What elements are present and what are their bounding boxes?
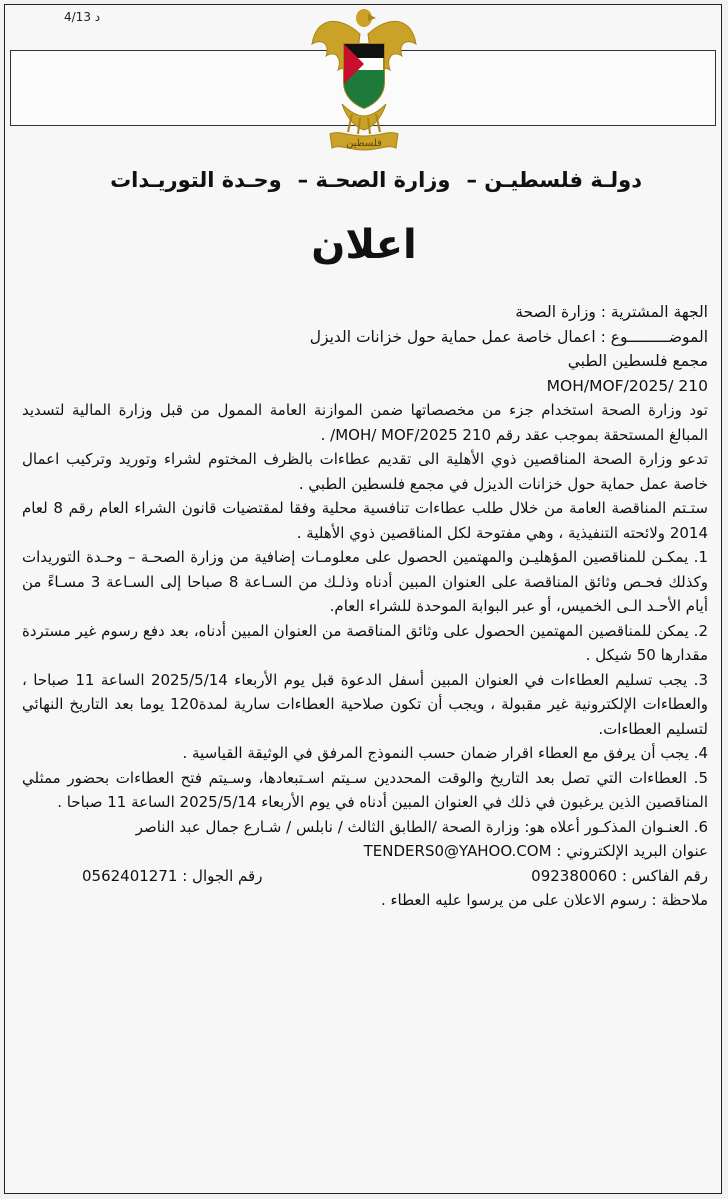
email-address[interactable]: TENDERS0@YAHOO.COM bbox=[363, 842, 552, 860]
header-state: دولـة فلسطيـن – bbox=[466, 168, 642, 192]
reference-code: 4/13 د bbox=[64, 10, 101, 24]
email-line bbox=[22, 839, 708, 864]
page-title: اعلان bbox=[311, 222, 417, 268]
fax-number: 092380060 bbox=[531, 866, 618, 885]
complex-line: مجمع فلسطين الطبي bbox=[567, 352, 708, 370]
phone-row bbox=[22, 864, 708, 889]
tender-number: MOH/MOF/2025/ 210 bbox=[546, 376, 708, 395]
list-item: 4. يجب أن يرفق مع العطاء اقرار ضمان حسب النموذج المرفق في الوثيقة القياسية . bbox=[182, 744, 708, 762]
issuer-header bbox=[94, 168, 642, 192]
purchaser-line: الجهة المشترية : وزارة الصحة bbox=[515, 303, 708, 321]
list-item: 3. يجب تسليم العطاءات في العنوان المبين أسفل الدعوة قبل يوم الأربعاء 2025/5/14 الساعة 11 صباحا ، والعطاءات الإلكترونية غير مقبولة ، ويجب أن تكون صلاحية العطاءات سارية لمدة120 يوما بعد التاريخ النهائي لتسليم العطاءات. bbox=[22, 670, 708, 738]
palestine-eagle-emblem-icon bbox=[308, 4, 420, 154]
list-item: 6. العنـوان المذكـور أعلاه هو: وزارة الصحة /الطابق الثالث / نابلس / شـارع جمال عبد الناصر bbox=[135, 817, 708, 836]
header-ministry: وزارة الصحـة – bbox=[297, 168, 451, 192]
mobile-number: 0562401271 bbox=[82, 866, 178, 885]
list-item: 5. العطاءات التي تصل بعد التاريخ والوقت المحددين سـيتم اسـتبعادها، وسـيتم فتح العطاءات بحضور ممثلي المناقصين الذين يرغبون في ذلك في العنوان المبين أدناه في يوم الأربعاء 2025/5/14 الساعة 11 صباحا . bbox=[22, 768, 708, 811]
list-item: 1. يمكـن للمناقصين المؤهليـن والمهتمين الحصول على معلومـات إضافية من وزارة الصحـة – وحـدة التوريدات وكذلك فحـص وثائق المناقصة على العنوان المبين أدناه وذلـك من السـاعة 8 صباحا إلى السـاعة 3 مسـاءً من أيام الأحـد الـى الخميس، أو عبر البوابة الموحدة للشراء العام. bbox=[22, 548, 708, 615]
email-label: عنوان البريد الإلكتروني : bbox=[556, 842, 708, 860]
intro-paragraph-1: تود وزارة الصحة استخدام جزء من مخصصاتها ضمن الموازنة العامة الممول من قبل وزارة المالية لتسديد المبالغ المستحقة بموجب عقد رقم MOH/ MOF/2025 210/ . bbox=[22, 401, 708, 444]
emblem-caption: فلسطين bbox=[346, 138, 382, 149]
mobile-label: رقم الجوال : bbox=[182, 866, 263, 885]
mobile-entry bbox=[82, 864, 262, 889]
intro-paragraph-3: ستـتم المناقصة العامة من خلال طلب عطاءات تنافسية محلية وفقا لمقتضيات قانون الشراء العام رقم 8 لعام 2014 ولائحته التنفيذية ، وهي مفتوحة لكل المناقصين ذوي الأهلية . bbox=[22, 499, 708, 542]
list-item: 2. يمكن للمناقصين المهتمين الحصول على وثائق المناقصة من العنوان المبين أدناه، بعد دفع رسوم غير مستردة مقدارها 50 شيكل . bbox=[22, 621, 708, 664]
announcement-body bbox=[22, 300, 708, 913]
header-unit: وحـدة التوريـدات bbox=[110, 168, 282, 192]
subject-line: الموضـــــــــوع : اعمال خاصة عمل حماية حول خزانات الديزل bbox=[309, 327, 708, 346]
fax-label: رقم الفاكس : bbox=[621, 866, 708, 885]
fax-entry bbox=[531, 864, 708, 889]
fee-note: ملاحظة : رسوم الاعلان على من يرسوا عليه العطاء . bbox=[380, 891, 708, 909]
intro-paragraph-2: تدعو وزارة الصحة المناقصين ذوي الأهلية الى تقديم عطاءات بالظرف المختوم لشراء وتوريد وتركيب اعمال خاصة عمل حماية حول خزانات الديزل في مجمع فلسطين الطبي . bbox=[22, 450, 708, 493]
